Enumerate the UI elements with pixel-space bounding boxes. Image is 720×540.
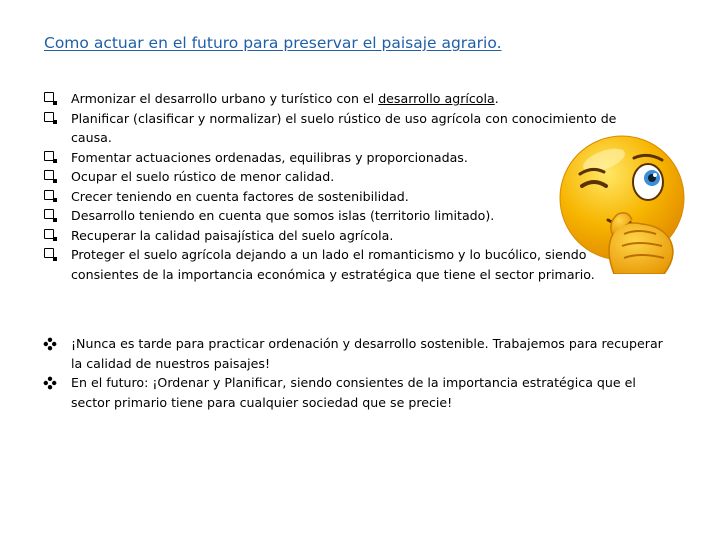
list-item [44,226,640,246]
list-item-text: Desarrollo teniendo en cuenta que somos islas (territorio limitado). [71,208,495,223]
checklist [44,89,640,284]
list-item-text: Planificar (clasificar y normalizar) el suelo rústico de uso agrícola con conocimiento de causa. [71,110,617,145]
checkbox-bullet-icon [44,209,54,219]
checkbox-bullet-icon [44,170,54,180]
list-item [44,148,640,168]
list-item [44,89,640,109]
list-item [44,334,674,373]
checkbox-bullet-icon [44,229,54,239]
list-item [44,167,640,187]
diamond-bullet-icon [43,376,57,390]
thinking-face-icon [552,128,698,274]
conclusion-text: ¡Nunca es tarde para practicar ordenación y desarrollo sostenible. Trabajemos para recuperar la calidad de nuestros paisajes! [71,336,663,371]
checkbox-bullet-icon [44,190,54,200]
diamond-bullet-icon [43,337,57,351]
list-item [44,245,640,284]
list-item [44,187,640,207]
list-item [44,373,674,412]
list-item-text: Armonizar el desarrollo urbano y turístico con el [71,91,379,106]
checkbox-bullet-icon [44,151,54,161]
list-item [44,206,640,226]
checkbox-bullet-icon [44,92,54,102]
checkbox-bullet-icon [44,112,54,122]
conclusion-list [44,334,674,412]
list-item-text: Crecer teniendo en cuenta factores de sostenibilidad. [71,188,409,204]
checkbox-bullet-icon [44,248,54,258]
slide-title: Como actuar en el futuro para preservar el paisaje agrario. [44,34,502,52]
list-item-text: Ocupar el suelo rústico de menor calidad. [71,169,335,184]
list-item-text: Proteger el suelo agrícola dejando a un lado el romanticismo y lo bucólico, siendo consientes de la importancia económica y estratégica que tiene el sector primario. [71,247,595,282]
link-desarrollo-agricola[interactable]: desarrollo agrícola [378,91,495,106]
list-item [44,109,640,148]
list-item-text: Recuperar la calidad paisajística del suelo agrícola. [71,227,394,243]
list-item-text-end: . [494,91,499,106]
list-item-text: Fomentar actuaciones ordenadas, equilibras y proporcionadas. [71,149,468,165]
conclusion-text: En el futuro: ¡Ordenar y Planificar, siendo consientes de la importancia estratégica que el sector primario tiene para cualquier sociedad que se precie! [71,375,636,410]
